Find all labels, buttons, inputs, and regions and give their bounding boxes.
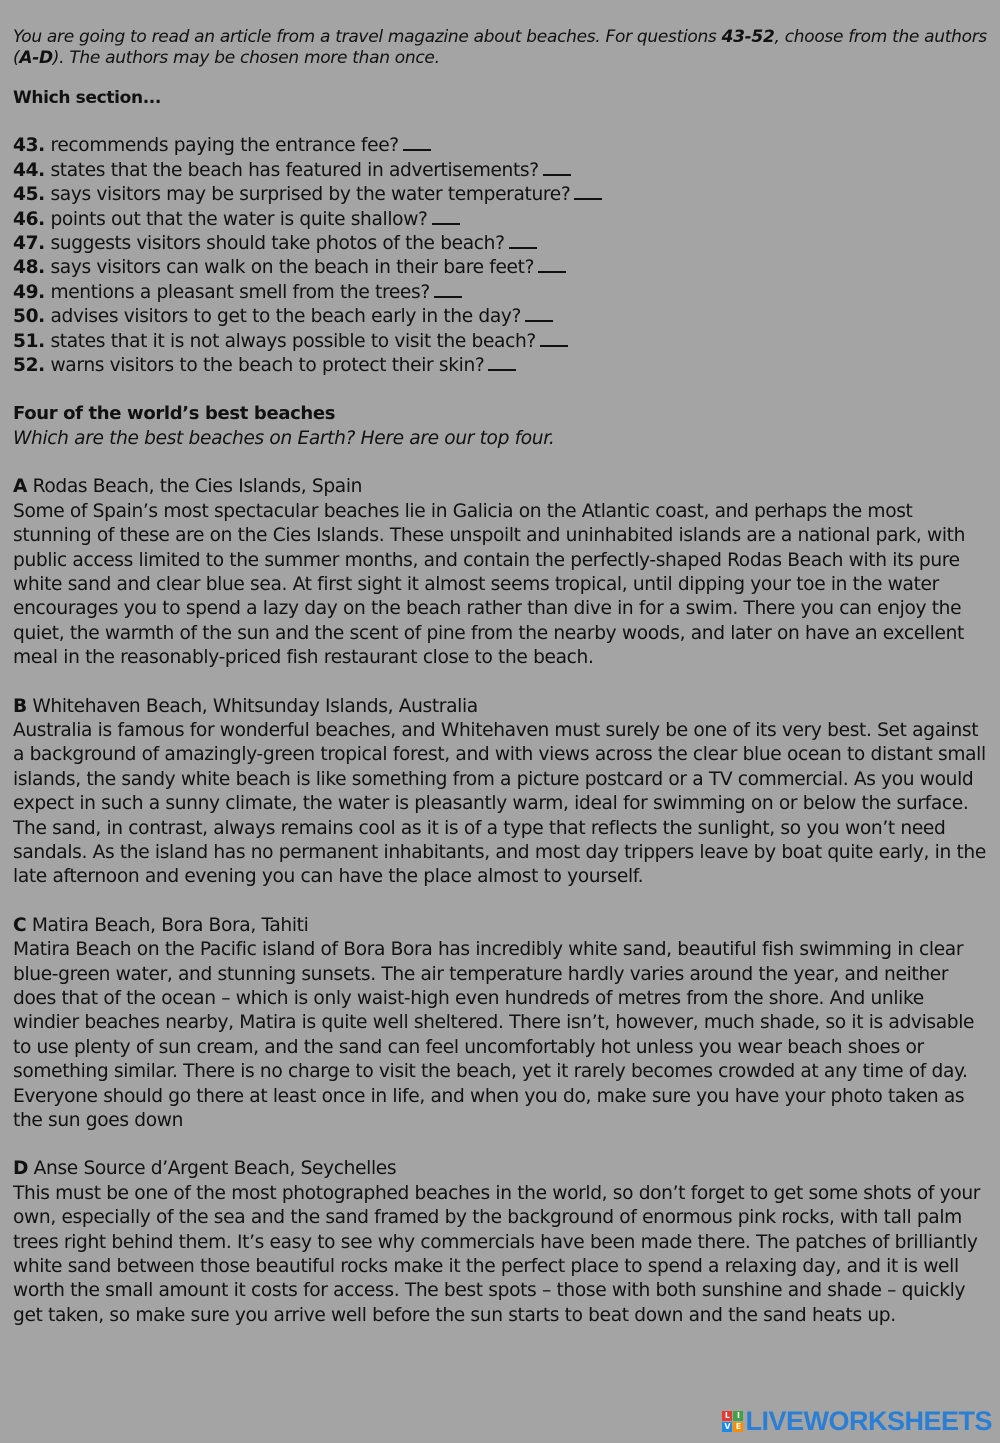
- article-subtitle: Which are the best beaches on Earth? Here are our top four.: [13, 427, 555, 449]
- logo-mark-icon: [722, 1411, 743, 1432]
- answer-blank[interactable]: [488, 357, 516, 371]
- answer-blank[interactable]: [509, 235, 537, 249]
- section-a: [13, 475, 988, 670]
- section-heading: C Matira Beach, Bora Bora, Tahiti: [13, 914, 309, 936]
- section-heading: A Rodas Beach, the Cies Islands, Spain: [13, 476, 363, 498]
- question-item: 48. says visitors can walk on the beach in their bare feet?: [13, 256, 988, 280]
- liveworksheets-logo: [722, 1406, 992, 1437]
- section-heading: D Anse Source d’Argent Beach, Seychelles: [13, 1158, 397, 1180]
- question-item: 44. states that the beach has featured in advertisements?: [13, 159, 988, 183]
- question-item: 47. suggests visitors should take photos of the beach?: [13, 232, 988, 256]
- logo-mark-tile: I: [733, 1411, 743, 1421]
- section-heading: B Whitehaven Beach, Whitsunday Islands, Australia: [13, 695, 478, 717]
- question-item: 46. points out that the water is quite shallow?: [13, 208, 988, 232]
- question-item: 45. says visitors may be surprised by the water temperature?: [13, 183, 988, 207]
- section-d: [13, 1157, 988, 1328]
- question-item: 52. warns visitors to the beach to protect their skin?: [13, 354, 988, 378]
- section-b: [13, 695, 988, 890]
- answer-blank[interactable]: [432, 211, 460, 225]
- logo-text: LIVEWORKSHEETS: [745, 1406, 992, 1436]
- logo-mark-tile: V: [724, 1422, 731, 1431]
- question-list: [13, 134, 988, 378]
- question-item: 43. recommends paying the entrance fee?: [13, 134, 988, 158]
- answer-blank[interactable]: [403, 137, 431, 151]
- question-item: 49. mentions a pleasant smell from the trees?: [13, 281, 988, 305]
- logo-mark-tile: L: [722, 1411, 732, 1421]
- answer-blank[interactable]: [543, 162, 571, 176]
- answer-blank[interactable]: [538, 259, 566, 273]
- answer-blank[interactable]: [540, 333, 568, 347]
- instructions: You are going to read an article from a travel magazine about beaches. For questions 43-52, choose from the authors (A-D). The authors may be chosen more than once.: [13, 27, 987, 68]
- answer-blank[interactable]: [574, 186, 602, 200]
- section-body: Some of Spain’s most spectacular beaches lie in Galicia on the Atlantic coast, and perhaps the most stunning of these are on the Cies Islands. These unspoilt and uninhabited islands are a national park, with public access limited to the summer months, and contain the perfectly-shaped Rodas Beach with its pure white sand and clear blue sea. At first sight it almost seems tropical, until dipping your toe in the water encourages you to spend a lazy day on the beach rather than dive in for a swim. There you can enjoy the quiet, the warmth of the sun and the scent of pine from the nearby woods, and later on have an excellent meal in the reasonably-priced fish restaurant close to the beach.: [13, 500, 966, 669]
- which-section-heading: Which section...: [13, 88, 162, 108]
- question-item: 51. states that it is not always possible to visit the beach?: [13, 330, 988, 354]
- question-item: 50. advises visitors to get to the beach early in the day?: [13, 305, 988, 329]
- section-body: Matira Beach on the Pacific island of Bora Bora has incredibly white sand, beautiful fish swimming in clear blue-green water, and stunning sunsets. The air temperature hardly varies around the year, and neither does that of the ocean – which is only waist-high even hundreds of metres from the shore. And unlike windier beaches nearby, Matira is quite well sheltered. There isn’t, however, much shade, so it is advisable to use plenty of sun cream, and the sand can feel uncomfortably hot unless you wear beach shoes or something similar. There is no charge to visit the beach, yet it rarely becomes crowded at any time of day. Everyone should go there at least once in life, and when you do, make sure you have your photo taken as the sun goes down: [13, 939, 975, 1132]
- answer-blank[interactable]: [525, 308, 553, 322]
- section-body: Australia is famous for wonderful beaches, and Whitehaven must surely be one of its very best. Set against a background of amazingly-green tropical forest, and with views across the clear blue ocean to distant small islands, the sandy white beach is like something from a picture postcard or a TV commercial. As you would expect in such a sunny climate, the water is pleasantly warm, ideal for swimming on or below the surface. The sand, in contrast, always remains cool as it is of a type that reflects the sunlight, so you won’t need sandals. As the island has no permanent inhabitants, and most day trippers leave by boat quite early, in the late afternoon and evening you can have the place almost to yourself.: [13, 719, 986, 888]
- worksheet-page: [13, 27, 988, 1328]
- section-body: This must be one of the most photographed beaches in the world, so don’t forget to get some shots of your own, especially of the sea and the sand framed by the background of enormous pink rocks, with tall palm trees right behind them. It’s easy to see why commercials have been made there. The patches of brilliantly white sand between those beautiful rocks make it the perfect place to spend a relaxing day, and it is well worth the small amount it costs for access. The best spots – those with both sunshine and shade – quickly get taken, so make sure you arrive well before the sun starts to beat down and the sand heats up.: [13, 1182, 981, 1326]
- answer-blank[interactable]: [434, 284, 462, 298]
- article-title: Four of the world’s best beaches: [13, 403, 336, 425]
- logo-mark-tile: E: [733, 1422, 743, 1432]
- section-c: [13, 914, 988, 1134]
